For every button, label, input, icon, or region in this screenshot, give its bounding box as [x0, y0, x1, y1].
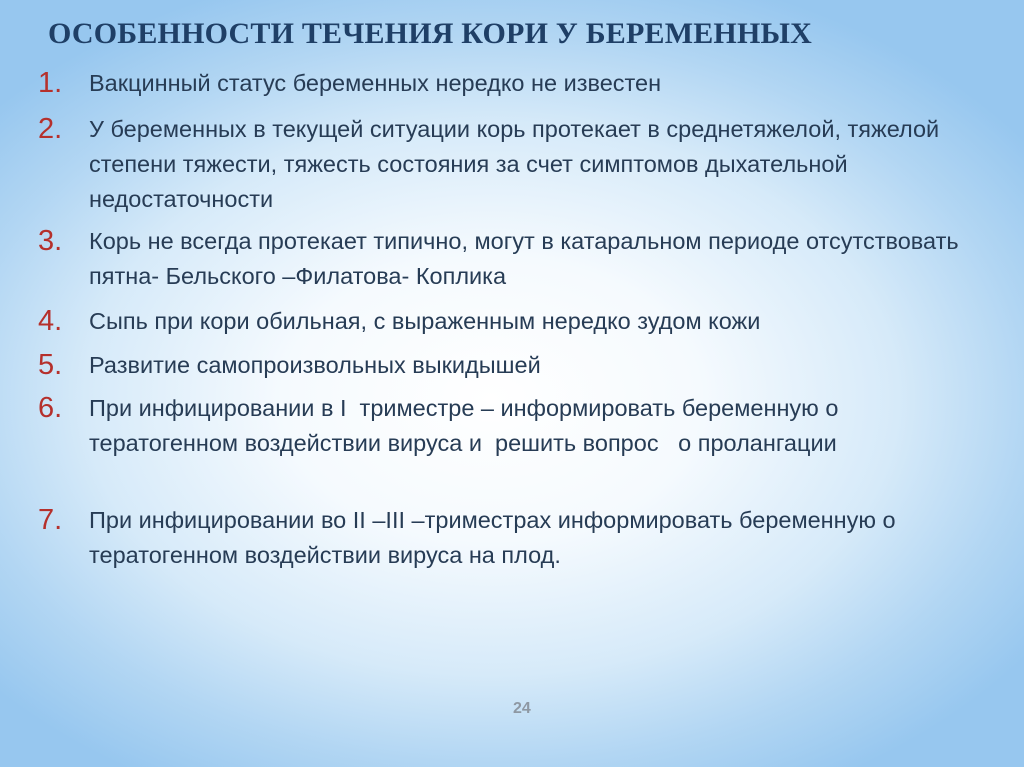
list-item-number: 7.	[38, 504, 63, 536]
list-item-2	[38, 112, 988, 224]
list-item-text: При инфицировании во II –III –триместрах информировать беременную о тератогенном воздействии вируса на плод.	[89, 507, 903, 568]
slide-title: ОСОБЕННОСТИ ТЕЧЕНИЯ КОРИ У БЕРЕМЕННЫХ	[48, 17, 813, 50]
list-item-number: 4.	[38, 305, 63, 337]
list-item-1	[38, 66, 988, 112]
list-item-text: Развитие самопроизвольных выкидышей	[89, 352, 541, 378]
list-item-text: Сыпь при кори обильная, с выраженным нередко зудом кожи	[89, 308, 761, 334]
list-item-6	[38, 391, 988, 503]
features-list	[38, 66, 988, 573]
list-item-3	[38, 224, 988, 304]
list-item-number: 5.	[38, 349, 63, 381]
list-item-number: 1.	[38, 67, 63, 99]
list-item-5	[38, 348, 988, 391]
list-item-number: 3.	[38, 225, 63, 257]
list-item-text: Вакцинный статус беременных нередко не известен	[89, 70, 662, 96]
list-item-text: Корь не всегда протекает типично, могут в катаральном периоде отсутствовать пятна- Бельского –Филатова- Коплика	[89, 228, 966, 289]
list-item-7	[38, 503, 988, 573]
list-item-text: При инфицировании в I триместре – информировать беременную о тератогенном воздействии вируса и решить вопрос о пролангации	[89, 395, 845, 456]
list-item-4	[38, 304, 988, 348]
list-item-number: 2.	[38, 113, 63, 145]
list-item-text: У беременных в текущей ситуации корь протекает в среднетяжелой, тяжелой степени тяжести, тяжесть состояния за счет симптомов дыхательной недостаточности	[89, 116, 946, 212]
list-item-number: 6.	[38, 392, 63, 424]
page-number: 24	[513, 700, 531, 717]
